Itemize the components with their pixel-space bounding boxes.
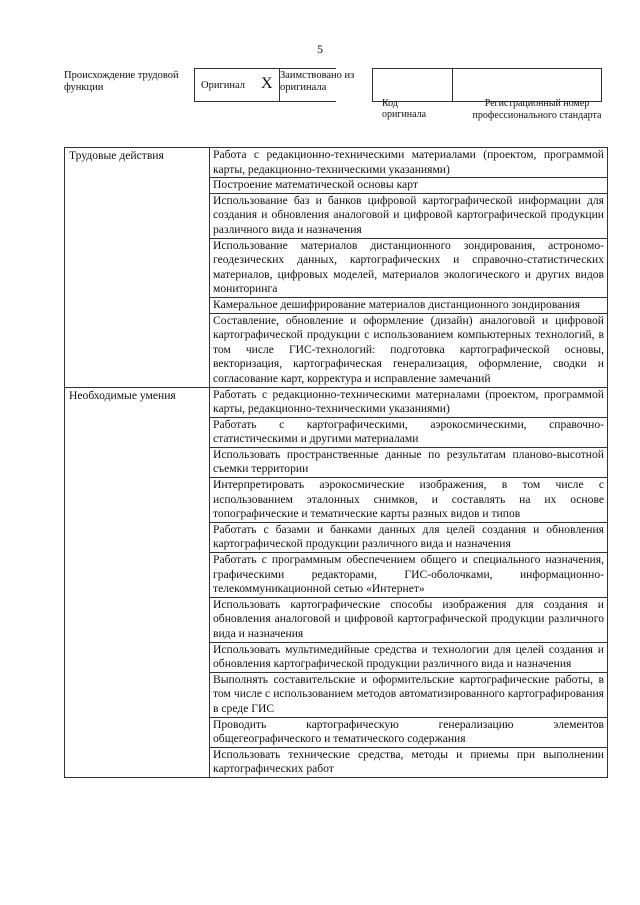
table-cell: Построение математической основы карт: [210, 178, 608, 194]
table-cell: Использование баз и банков цифровой картографической информации для создания и обновления аналоговой и цифровой картографической продукции различного вида и назначения: [210, 193, 608, 238]
reg-caption: Регистрационный номер профессионального стандарта: [472, 98, 602, 121]
code-caption: Код оригинала: [382, 98, 427, 120]
table-cell: Работать с картографическими, аэрокосмическими, справочно-статистическими и другими материалами: [210, 417, 608, 447]
origin-label: Происхождение трудовой функции: [64, 70, 179, 93]
code-cell: [372, 68, 452, 102]
table-cell: Выполнять составительские и оформительские картографические работы, в том числе с использованием методов автоматизированного картографирования в среде ГИС: [210, 672, 608, 717]
table-cell: Камеральное дешифрирование материалов дистанционного зондирования: [210, 297, 608, 313]
table-row: [65, 387, 608, 417]
function-table: [64, 147, 608, 778]
table-cell: Использовать пространственные данные по результатам планово-высотной съемки территории: [210, 447, 608, 477]
table-cell: Работать с базами и банками данных для целей создания и обновления картографической продукции различного вида и назначения: [210, 522, 608, 552]
original-mark: X: [261, 75, 273, 92]
original-label: Оригинал: [201, 80, 245, 91]
section-title-skills: Необходимые умения: [65, 387, 210, 777]
reg-number-cell: [452, 68, 602, 102]
table-cell: Работать с редакционно-техническими материалами (проектом, программой карты, редакционно-техническими указаниями): [210, 387, 608, 417]
borrowed-cell: [278, 68, 372, 102]
table-cell: Проводить картографическую генерализацию элементов общегеографического и тематического содержания: [210, 717, 608, 747]
page-number: 5: [317, 42, 323, 56]
table-cell: Использование материалов дистанционного зондирования, астрономо-геодезических данных, картографических и справочно-статистических материалов, цифровых моделей, материалов экологического и других видов мониторинга: [210, 238, 608, 297]
section-title-actions: Трудовые действия: [65, 148, 210, 388]
table-row: [65, 148, 608, 178]
table-cell: Работать с программным обеспечением общего и специального назначения, графическими редакторами, ГИС-оболочками, информационно-телекоммуникационной сетью «Интернет»: [210, 553, 608, 598]
table-cell: Использовать картографические способы изображения для создания и обновления аналоговой и цифровой картографической продукции различного вида и назначения: [210, 597, 608, 642]
table-cell: Работа с редакционно-техническими материалами (проектом, программой карты, редакционно-техническими указаниями): [210, 148, 608, 178]
table-cell: Использовать мультимедийные средства и технологии для целей создания и обновления картографической продукции различного вида и назначения: [210, 642, 608, 672]
table-cell: Составление, обновление и оформление (дизайн) аналоговой и цифровой картографической продукции с использованием компьютерных технологий, в том числе ГИС-технологий: подготовка картографической основы, векторизация, картографическая генерализация, оформление, сводки и согласование карт, корректура и исправление замечаний: [210, 313, 608, 387]
table-cell: Использовать технические средства, методы и приемы при выполнении картографических работ: [210, 747, 608, 777]
borrowed-label: Заимствовано из оригинала: [280, 70, 355, 93]
table-cell: Интерпретировать аэрокосмические изображения, в том числе с использованием эталонных снимков, и составлять на их основе топографические и тематические карты разных видов и типов: [210, 478, 608, 523]
